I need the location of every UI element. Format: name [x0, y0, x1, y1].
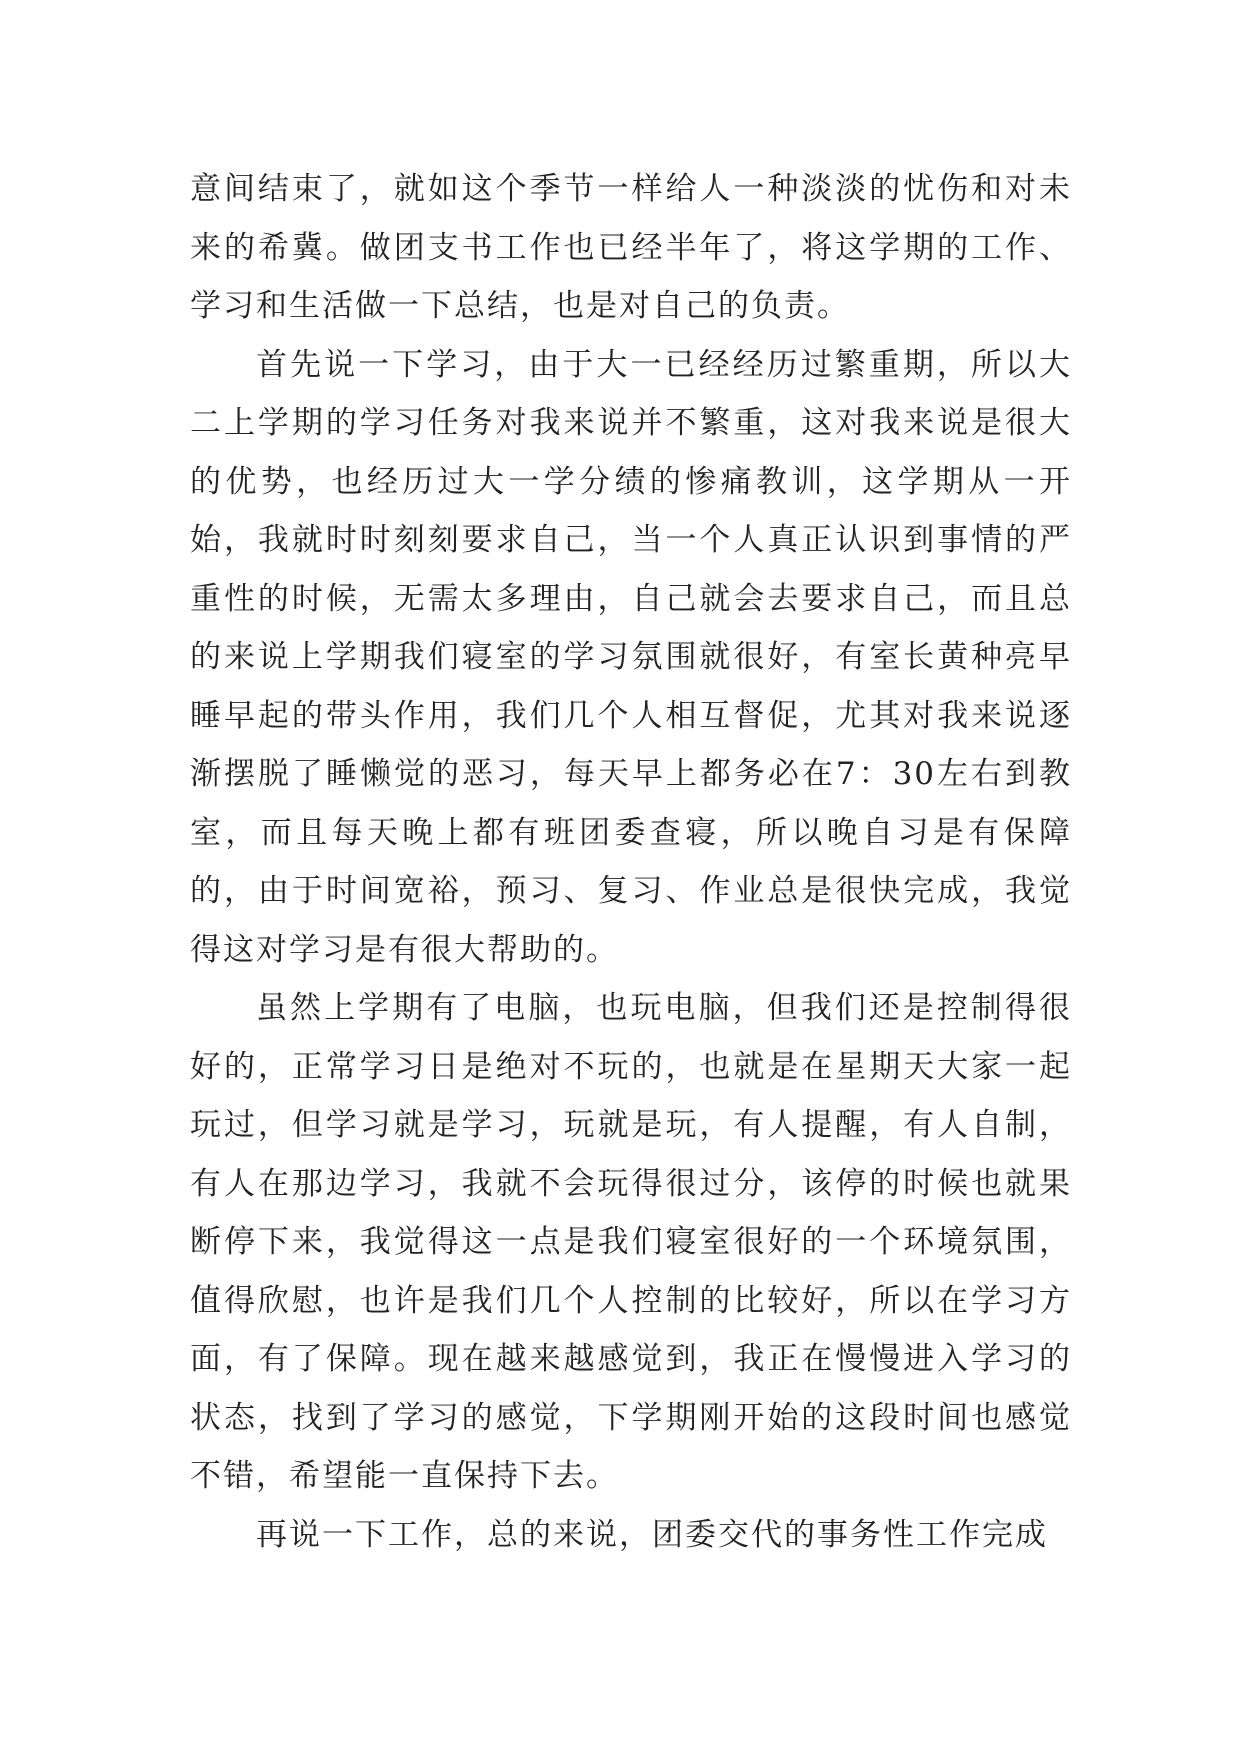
paragraph-continued: 意间结束了，就如这个季节一样给人一种淡淡的忧伤和对未来的希冀。做团支书工作也已经半年了，将这学期的工作、学习和生活做一下总结，也是对自己的负责。 — [190, 171, 1072, 324]
paragraph-work: 再说一下工作，总的来说，团委交代的事务性工作完成 — [256, 1516, 1048, 1553]
paragraph-computer: 虽然上学期有了电脑，也玩电脑，但我们还是控制得很好的，正常学习日是绝对不玩的，也就是在星期天大家一起玩过，但学习就是学习，玩就是玩，有人提醒，有人自制，有人在那边学习，我就不会玩得很过分，该停的时候也就果断停下来，我觉得这一点是我们寝室很好的一个环境氛围，值得欣慰，也许是我们几个人控制的比较好，所以在学习方面，有了保障。现在越来越感觉到，我正在慢慢进入学习的状态，找到了学习的感觉，下学期刚开始的这段时间也感觉不错，希望能一直保持下去。 — [190, 990, 1072, 1494]
document-body — [190, 160, 1072, 1564]
paragraph-study: 首先说一下学习，由于大一已经经历过繁重期，所以大二上学期的学习任务对我来说并不繁重，这对我来说是很大的优势，也经历过大一学分绩的惨痛教训，这学期从一开始，我就时时刻刻要求自己，当一个人真正认识到事情的严重性的时候，无需太多理由，自己就会去要求自己，而且总的来说上学期我们寝室的学习氛围就很好，有室长黄种亮早睡早起的带头作用，我们几个人相互督促，尤其对我来说逐渐摆脱了睡懒觉的恶习，每天早上都务必在7：30左右到教室，而且每天晚上都有班团委查寝，所以晚自习是有保障的，由于时间宽裕，预习、复习、作业总是很快完成，我觉得这对学习是有很大帮助的。 — [190, 346, 1072, 968]
